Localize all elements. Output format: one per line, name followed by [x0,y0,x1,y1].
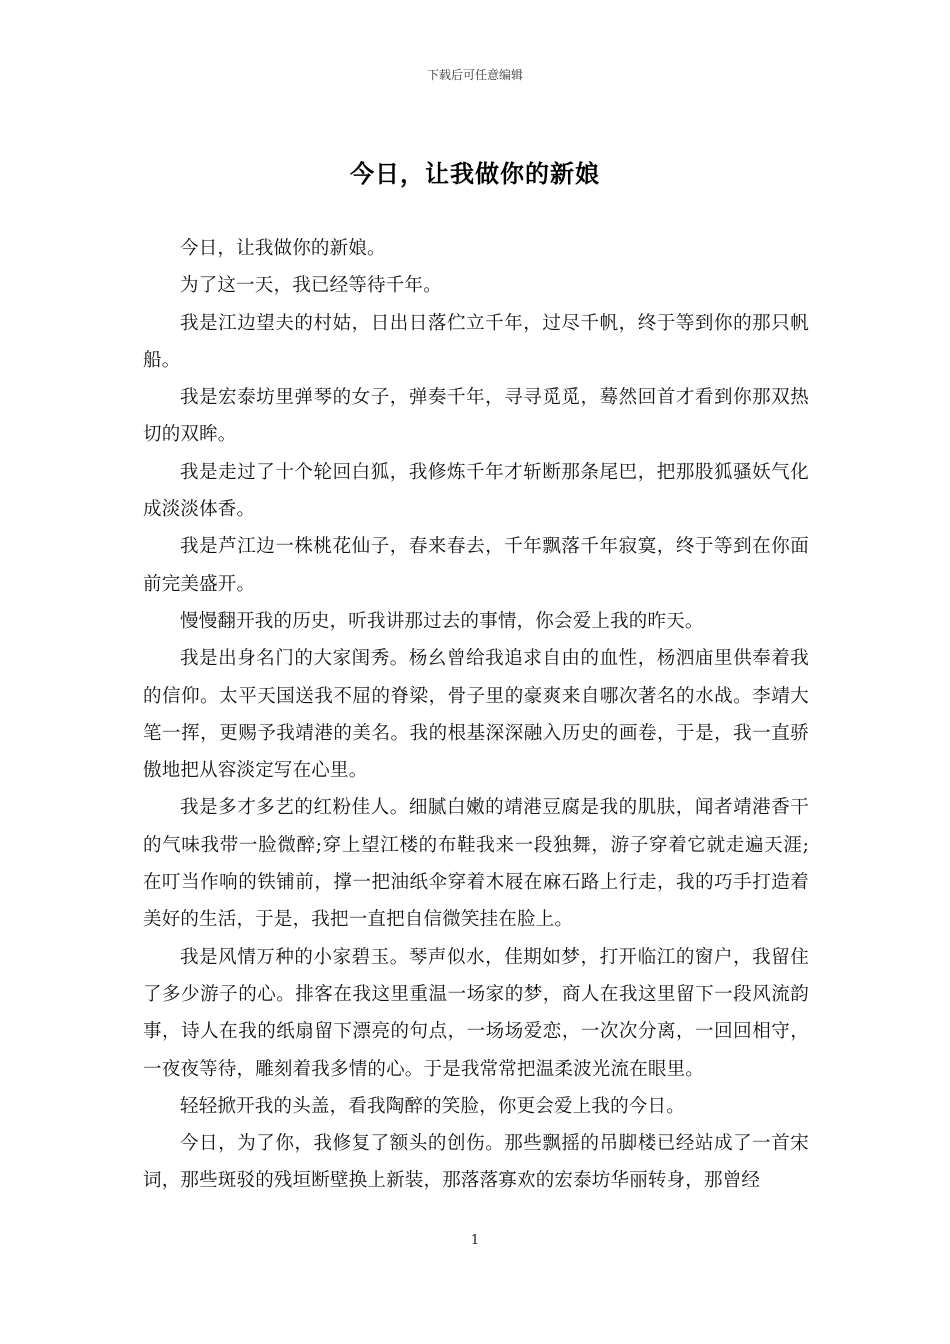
document-body [143,230,809,1200]
document-title: 今日，让我做你的新娘 [350,159,600,188]
paragraph: 今日，为了你，我修复了额头的创伤。那些飘摇的吊脚楼已经站成了一首宋词，那些斑驳的残垣断壁换上新装，那落落寡欢的宏泰坊华丽转身，那曾经 [143,1133,809,1192]
paragraph: 我是江边望夫的村姑，日出日落伫立千年，过尽千帆，终于等到你的那只帆船。 [143,312,809,371]
page-number: 1 [470,1233,480,1248]
paragraph: 为了这一天，我已经等待千年。 [180,275,442,297]
paragraph: 轻轻掀开我的头盖，看我陶醉的笑脸，你更会爱上我的今日。 [180,1095,685,1117]
page-header-note: 下载后可任意编辑 [426,68,523,82]
paragraph: 我是多才多艺的红粉佳人。细腻白嫩的靖港豆腐是我的肌肤，闻者靖港香干的气味我带一脸微醉;穿上望江楼的布鞋我来一段独舞，游子穿着它就走遍天涯;在叮当作响的铁铺前，撑一把油纸伞穿着木屐在麻石路上行走，我的巧手打造着美好的生活，于是，我把一直把自信微笑挂在脸上。 [143,797,809,931]
paragraph: 今日，让我做你的新娘。 [180,238,386,259]
paragraph: 我是芦江边一株桃花仙子，春来春去，千年飘落千年寂寞，终于等到在你面前完美盛开。 [143,536,809,595]
paragraph: 慢慢翻开我的历史，听我讲那过去的事情，你会爱上我的昨天。 [180,610,704,632]
paragraph: 我是风情万种的小家碧玉。琴声似水，佳期如梦，打开临江的窗户，我留住了多少游子的心。排客在我这里重温一场家的梦，商人在我这里留下一段风流韵事，诗人在我的纸扇留下漂亮的句点，一场场爱恋，一次次分离，一回回相守，一夜夜等待，雕刻着我多情的心。于是我常常把温柔波光流在眼里。 [143,946,809,1080]
paragraph: 我是走过了十个轮回白狐，我修炼千年才斩断那条尾巴，把那股狐骚妖气化成淡淡体香。 [143,461,809,521]
paragraph: 我是宏泰坊里弹琴的女子，弹奏千年，寻寻觅觅，蓦然回首才看到你那双热切的双眸。 [143,387,809,446]
paragraph: 我是出身名门的大家闺秀。杨幺曾给我追求自由的血性，杨泗庙里供奉着我的信仰。太平天国送我不屈的脊梁，骨子里的豪爽来自哪次著名的水战。李靖大笔一挥，更赐予我靖港的美名。我的根基深深融入历史的画卷，于是，我一直骄傲地把从容淡定写在心里。 [143,648,809,782]
